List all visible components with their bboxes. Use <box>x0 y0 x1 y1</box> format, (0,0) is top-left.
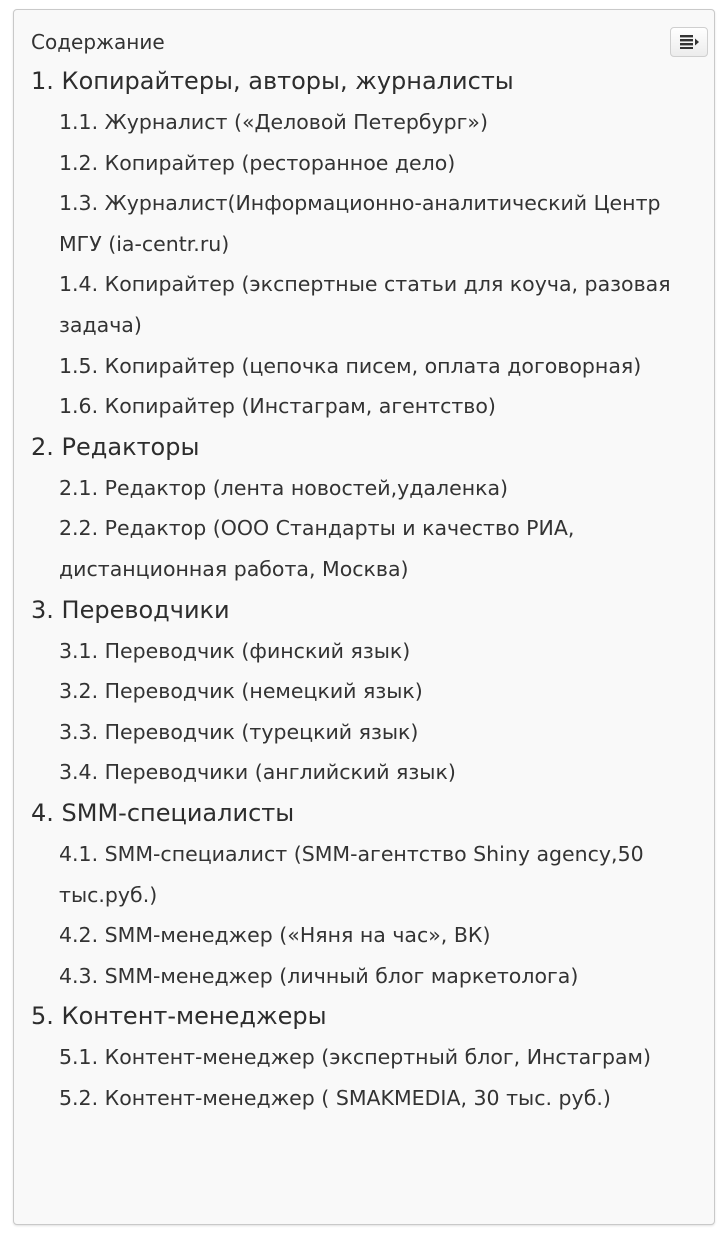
toc-item-4-3[interactable]: 4.3. SMM-менеджер (личный блог маркетолога) <box>59 963 579 988</box>
toc-section-5[interactable]: 5. Контент-менеджеры <box>31 1002 327 1031</box>
toc-subsection-group-4 <box>31 834 704 996</box>
toc-subsection-group-1 <box>31 102 704 427</box>
toc-item-2-1[interactable]: 2.1. Редактор (лента новостей,удаленка) <box>59 475 509 500</box>
toc-title: Содержание <box>31 30 165 54</box>
toc-item-3-4[interactable]: 3.4. Переводчики (английский язык) <box>59 760 456 785</box>
list-toggle-icon <box>680 35 700 49</box>
toc-item-1-1[interactable]: 1.1. Журналист («Деловой Петербург») <box>59 110 488 134</box>
toc-subsection-group-2 <box>31 468 704 590</box>
toc-item-1-5[interactable]: 1.5. Копирайтер (цепочка писем, оплата договорная) <box>59 353 642 378</box>
toc-item-3-1[interactable]: 3.1. Переводчик (финский язык) <box>59 638 411 663</box>
toc-item-4-1[interactable]: 4.1. SMM-специалист (SMM-агентство Shiny agency,50 тыс.руб.) <box>59 841 644 907</box>
toc-section-3[interactable]: 3. Переводчики <box>31 595 230 624</box>
toc-subsection-group-3 <box>31 631 704 793</box>
toc-item-5-1[interactable]: 5.1. Контент-менеджер (экспертный блог, Инстаграм) <box>59 1045 652 1070</box>
toc-item-2-2[interactable]: 2.2. Редактор (ООО Стандарты и качество РИА, дистанционная работа, Москва) <box>59 516 575 581</box>
toc-section-2[interactable]: 2. Редакторы <box>31 432 200 461</box>
toc-item-1-2[interactable]: 1.2. Копирайтер (ресторанное дело) <box>59 150 456 175</box>
toc-item-3-2[interactable]: 3.2. Переводчик (немецкий язык) <box>59 679 423 704</box>
toc-item-1-3[interactable]: 1.3. Журналист(Информационно-аналитический Центр МГУ (ia-centr.ru) <box>59 191 661 256</box>
table-of-contents <box>13 9 715 1225</box>
toc-item-3-3[interactable]: 3.3. Переводчик (турецкий язык) <box>59 719 419 744</box>
toc-section-4[interactable]: 4. SMM-специалисты <box>31 798 295 827</box>
toc-section-1[interactable]: 1. Копирайтеры, авторы, журналисты <box>31 67 514 95</box>
toc-item-4-2[interactable]: 4.2. SMM-менеджер («Няня на час», ВК) <box>59 923 491 948</box>
toc-toggle-button[interactable] <box>670 27 708 57</box>
toc-item-1-4[interactable]: 1.4. Копирайтер (экспертные статьи для коуча, разовая задача) <box>59 272 671 337</box>
toc-subsection-group-5 <box>31 1037 704 1118</box>
toc-item-1-6[interactable]: 1.6. Копирайтер (Инстаграм, агентство) <box>59 394 496 419</box>
toc-list <box>31 61 704 1118</box>
toc-item-5-2[interactable]: 5.2. Контент-менеджер ( SMAKMEDIA, 30 тыс. руб.) <box>59 1085 611 1110</box>
